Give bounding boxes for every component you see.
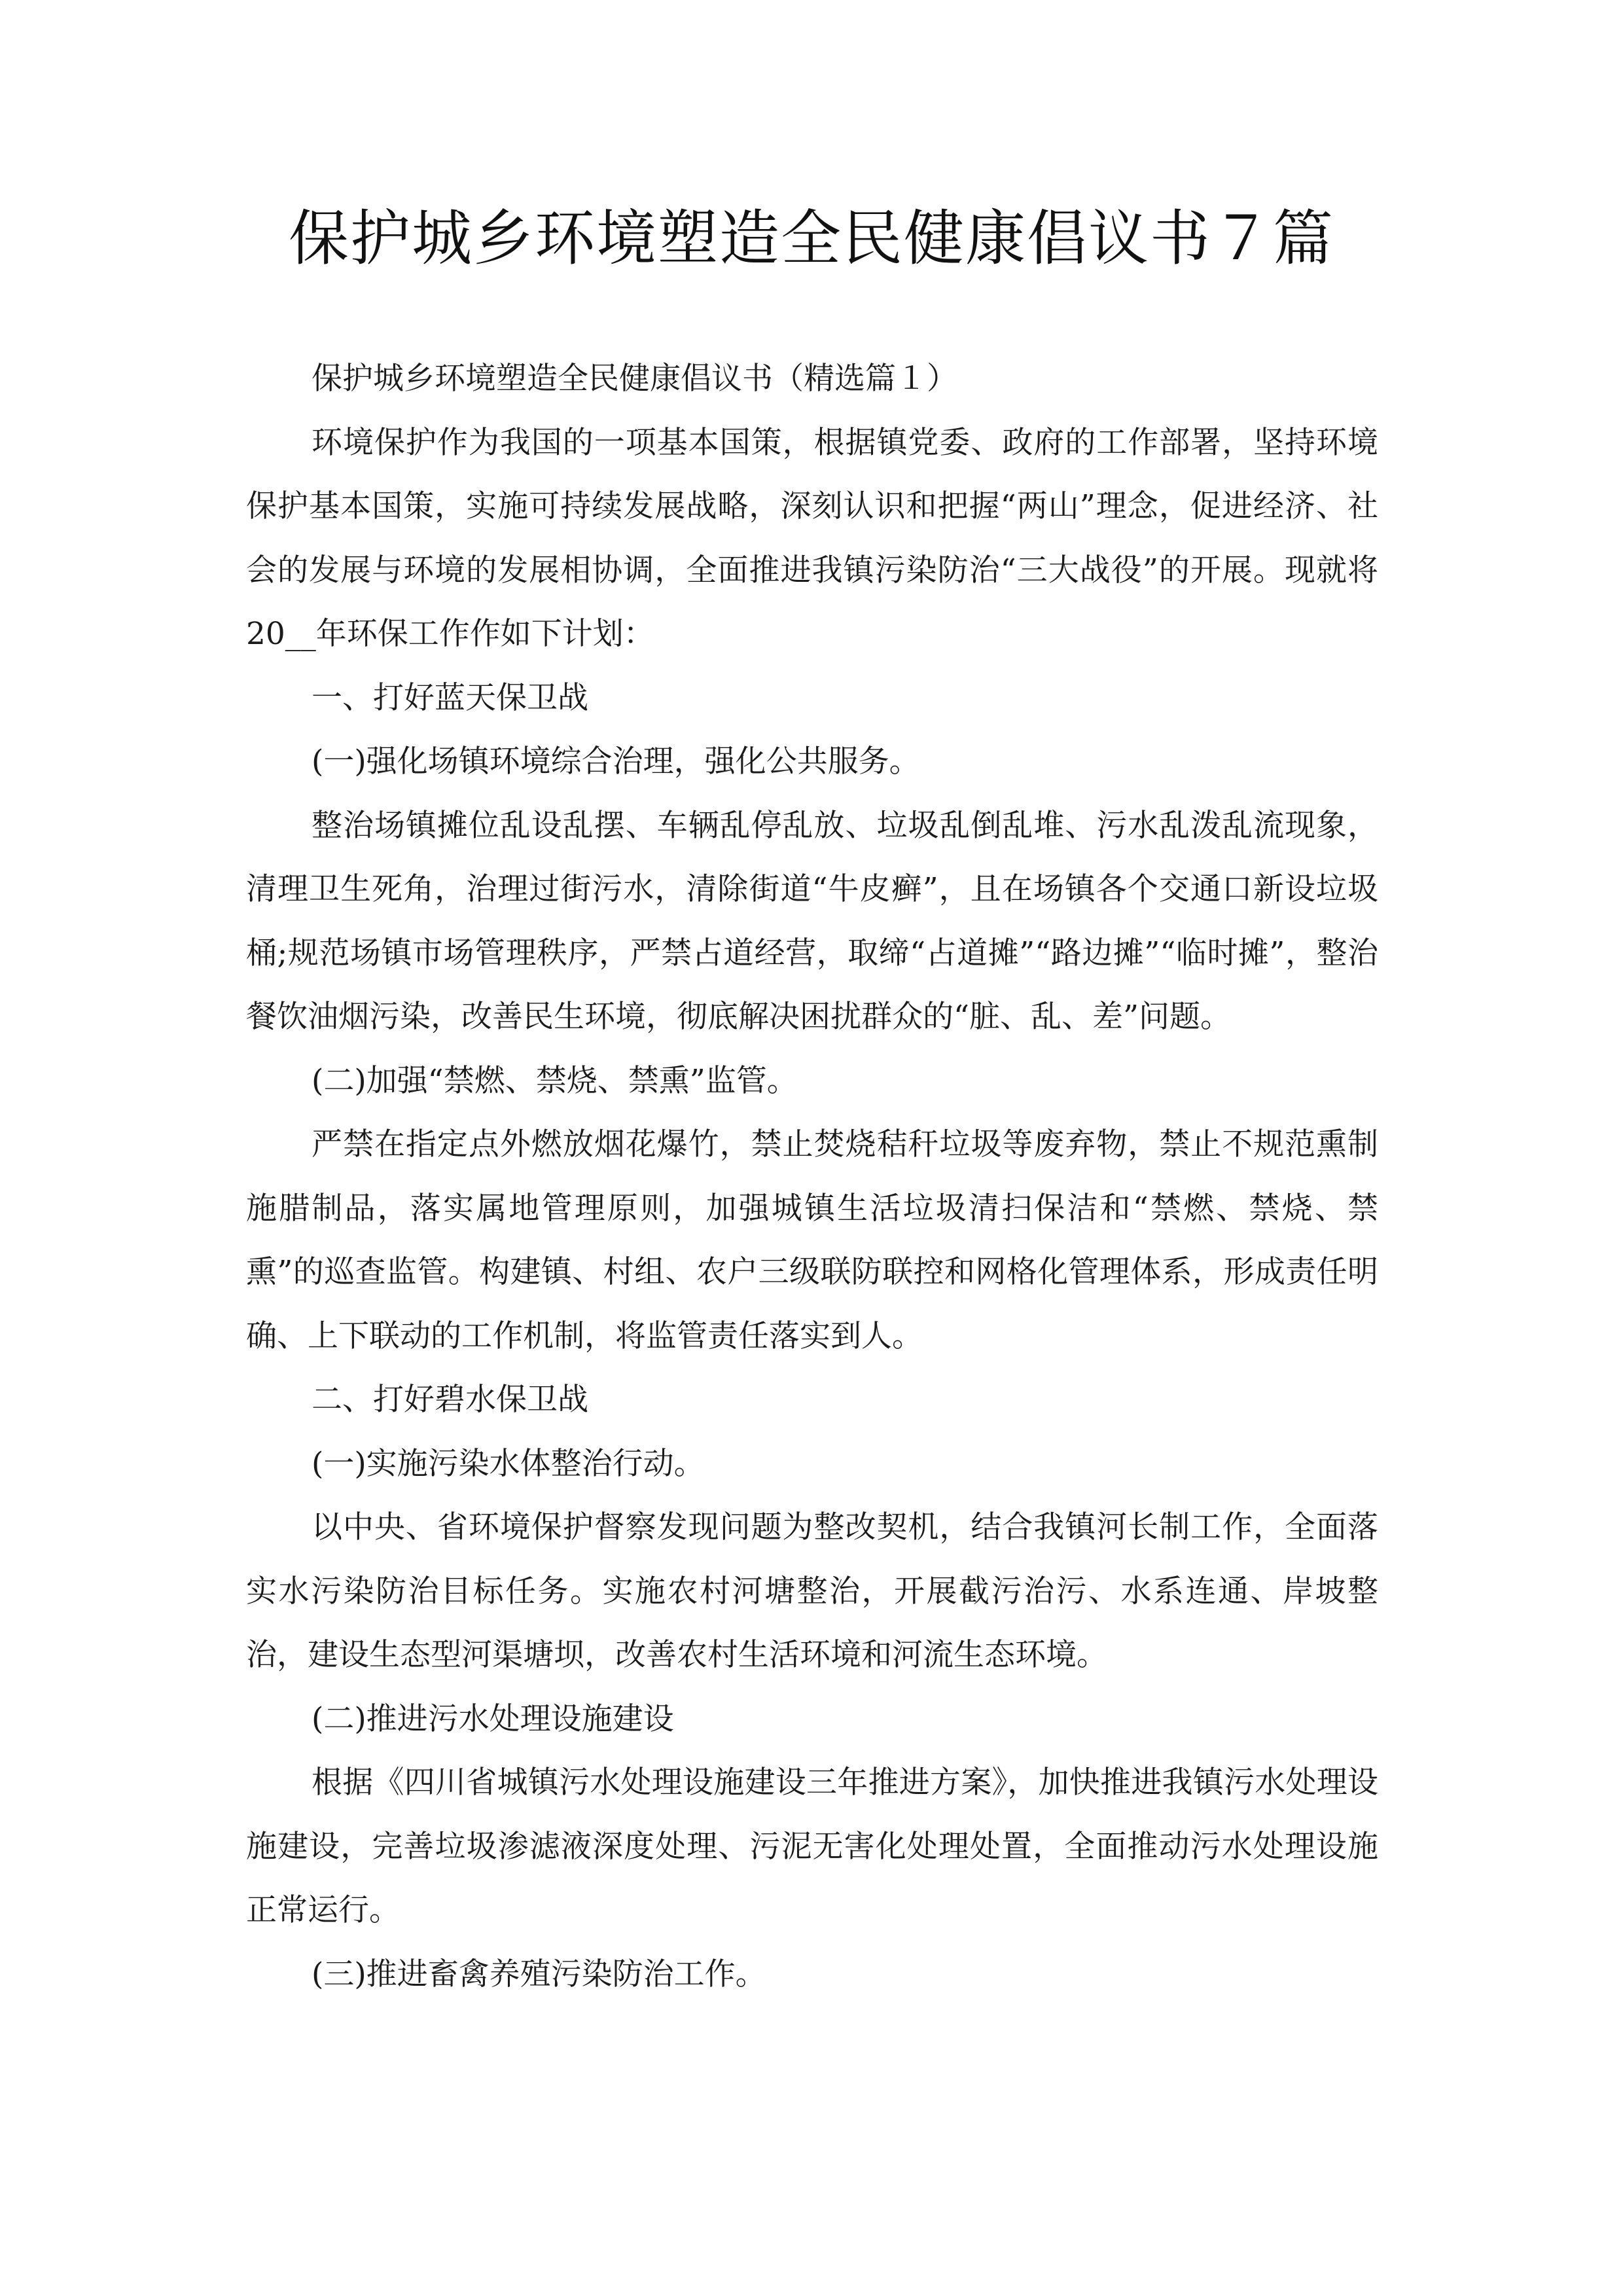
paragraph-2-2: 根据《四川省城镇污水处理设施建设三年推进方案》，加快推进我镇污水处理设施建设，完善垃圾渗滤液深度处理、污泥无害化处理处置，全面推动污水处理设施正常运行。	[246, 1765, 1378, 1928]
document-title: 保护城乡环境塑造全民健康倡议书７篇	[288, 204, 1334, 274]
subsection-heading-2-1: (一)实施污染水体整治行动。	[312, 1445, 705, 1482]
subsection-heading-2-2: (二)推进污水处理设施建设	[312, 1700, 674, 1737]
subsection-heading-1-2: (二)加强“禁燃、禁烧、禁熏”监管。	[312, 1062, 798, 1099]
paragraph-2-1: 以中央、省环境保护督察发现问题为整改契机，结合我镇河长制工作，全面落实水污染防治目标任务。实施农村河塘整治，开展截污治污、水系连通、岸坡整治，建设生态型河渠塘坝，改善农村生活环境和河流生态环境。	[246, 1509, 1378, 1673]
section-heading-1: 一、打好蓝天保卫战	[312, 679, 588, 716]
paragraph-1-1: 整治场镇摊位乱设乱摆、车辆乱停乱放、垃圾乱倒乱堆、污水乱泼乱流现象，清理卫生死角，治理过街污水，清除街道“牛皮癣”，且在场镇各个交通口新设垃圾桶;规范场镇市场管理秩序，严禁占道经营，取缔“占道摊”“路边摊”“临时摊”，整治餐饮油烟污染，改善民生环境，彻底解决困扰群众的“脏、乱、差”问题。	[246, 807, 1378, 1035]
subsection-heading-2-3: (三)推进畜禽养殖污染防治工作。	[312, 1956, 766, 1992]
document-body	[246, 347, 1378, 2006]
paragraph-1-2: 严禁在指定点外燃放烟花爆竹，禁止焚烧秸秆垃圾等废弃物，禁止不规范熏制施腊制品，落实属地管理原则，加强城镇生活垃圾清扫保洁和“禁燃、禁烧、禁熏”的巡查监管。构建镇、村组、农户三级联防联控和网格化管理体系，形成责任明确、上下联动的工作机制，将监管责任落实到人。	[246, 1126, 1378, 1354]
subsection-heading-1-1: (一)强化场镇环境综合治理，强化公共服务。	[312, 744, 920, 780]
paragraph-subtitle: 保护城乡环境塑造全民健康倡议书（精选篇１）	[312, 361, 957, 397]
paragraph-intro: 环境保护作为我国的一项基本国策，根据镇党委、政府的工作部署，坚持环境保护基本国策，实施可持续发展战略，深刻认识和把握“两山”理念，促进经济、社会的发展与环境的发展相协调，全面推进我镇污染防治“三大战役”的开展。现就将20__年环保工作作如下计划：	[246, 424, 1378, 652]
section-heading-2: 二、打好碧水保卫战	[312, 1382, 588, 1418]
